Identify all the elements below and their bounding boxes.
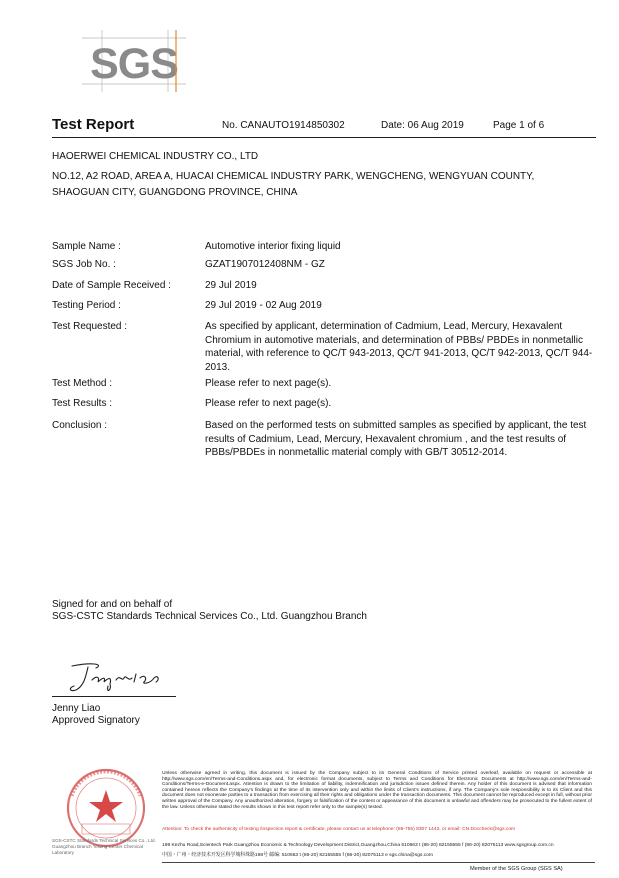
signatory-name: Jenny Liao <box>52 703 101 714</box>
footer-address-en: 198 Kezhu Road,Scientech Park Guangzhou Economic & Technology Development District,Guangzhou,China 510663 t (86-20) 82155555 f (86-20) 82075113 www.sgsgroup.com.cn <box>162 843 554 848</box>
field-label: Sample Name : <box>52 241 121 252</box>
page-indicator: Page 1 of 6 <box>493 120 545 131</box>
signed-company: SGS-CSTC Standards Technical Services Co., Ltd. Guangzhou Branch <box>52 611 367 622</box>
field-label: Test Method : <box>52 378 113 389</box>
field-value: 29 Jul 2019 <box>205 280 257 291</box>
handwritten-signature <box>62 660 172 694</box>
applicant-company: HAOERWEI CHEMICAL INDUSTRY CO., LTD <box>52 151 259 162</box>
field-value: Automotive interior fixing liquid <box>205 241 341 252</box>
seal-caption-line: SGS-CSTC Standards Technical Services Co., Ltd. <box>52 838 156 843</box>
footer-divider <box>162 862 595 863</box>
field-value: Please refer to next page(s). <box>205 398 332 409</box>
seal-caption <box>52 838 160 856</box>
header-divider <box>52 137 596 138</box>
field-label: Test Results : <box>52 398 113 409</box>
field-value: As specified by applicant, determination of Cadmium, Lead, Mercury, Hexavalent Chromium in automotive materials, and determination of PBBs/ PBDEs in nonmetallic material, with reference to QC/T 943-2013, QC/T 941-2013, QC/T 942-2013, QC/T 944-2013. <box>205 321 593 373</box>
seal-caption-line: Guangzhou Branch Testing Center Chemical Laboratory <box>52 844 143 855</box>
signatory-title: Approved Signatory <box>52 715 140 726</box>
sgs-logo <box>82 30 186 92</box>
report-date: Date: 06 Aug 2019 <box>381 120 464 131</box>
field-label: SGS Job No. : <box>52 259 116 270</box>
authenticity-notice: Attention: To check the authenticity of testing /inspection report & certificate, please contact us at telephone: (86-755) 8307 1443, or email: CN.Doccheck@sgs.com <box>162 827 516 832</box>
signatory-block <box>52 703 140 727</box>
legal-disclaimer: Unless otherwise agreed in writing, this document is issued by the Company subject to its General Conditions of Service printed overleaf, available on request or accessible at http://www.sgs.com/en/Terms-and-Conditions.aspx and, for electronic format documents, subject to Terms and Conditions for Electronic Documents at http://www.sgs.com/en/Terms-and-Conditions/Terms-e-Document.aspx. Attention is drawn to the limitation of liability, indemnification and jurisdiction issues defined therein. Any holder of this document is advised that information contained hereon reflects the Company's findings at the time of its intervention only and within the limits of Client's instructions, if any. The Company's sole responsibility is to its Client and this document does not exonerate parties to a transaction from exercising all their rights and obligations under the transaction documents. This document cannot be reproduced except in full, without prior written approval of the Company. Any unauthorized alteration, forgery or falsification of the content or appearance of this document is unlawful and offenders may be prosecuted to the fullest extent of the law. Unless otherwise stated the results shown in this test report refer only to the sample(s) tested. <box>162 771 592 810</box>
field-value: Please refer to next page(s). <box>205 378 332 389</box>
signature-line <box>52 696 176 697</box>
field-label: Testing Period : <box>52 300 121 311</box>
field-label: Conclusion : <box>52 420 108 431</box>
footer-address-cn: 中国・广州・经济技术开发区科学城科珠路198号 邮编: 510663 t (86-20) 82155555 f (86-20) 82075113 e sgs.china@sgs.com <box>162 853 433 858</box>
address-line: SHAOGUAN CITY, GUANGDONG PROVINCE, CHINA <box>52 187 298 198</box>
field-label: Test Requested : <box>52 321 128 332</box>
field-value: Based on the performed tests on submitted samples as specified by applicant, the test results of Cadmium, Lead, Mercury, Hexavalent chromium , and the test results of PBBs/PBDEs in nonmetallic material comply with GB/T 30512-2014. <box>205 420 587 458</box>
field-value: GZAT1907012408NM - GZ <box>205 259 325 270</box>
report-title: Test Report <box>52 116 135 133</box>
address-line: NO.12, A2 ROAD, AREA A, HUACAI CHEMICAL INDUSTRY PARK, WENGCHENG, WENGYUAN COUNTY, <box>52 171 535 182</box>
applicant-address <box>52 169 597 201</box>
member-notice: Member of the SGS Group (SGS SA) <box>470 866 563 872</box>
field-value: 29 Jul 2019 - 02 Aug 2019 <box>205 300 322 311</box>
signed-on-behalf <box>52 599 367 623</box>
svg-text:SGS: SGS <box>90 40 178 88</box>
report-number: No. CANAUTO1914850302 <box>222 120 345 131</box>
signed-line: Signed for and on behalf of <box>52 599 173 610</box>
field-label: Date of Sample Received : <box>52 280 171 291</box>
